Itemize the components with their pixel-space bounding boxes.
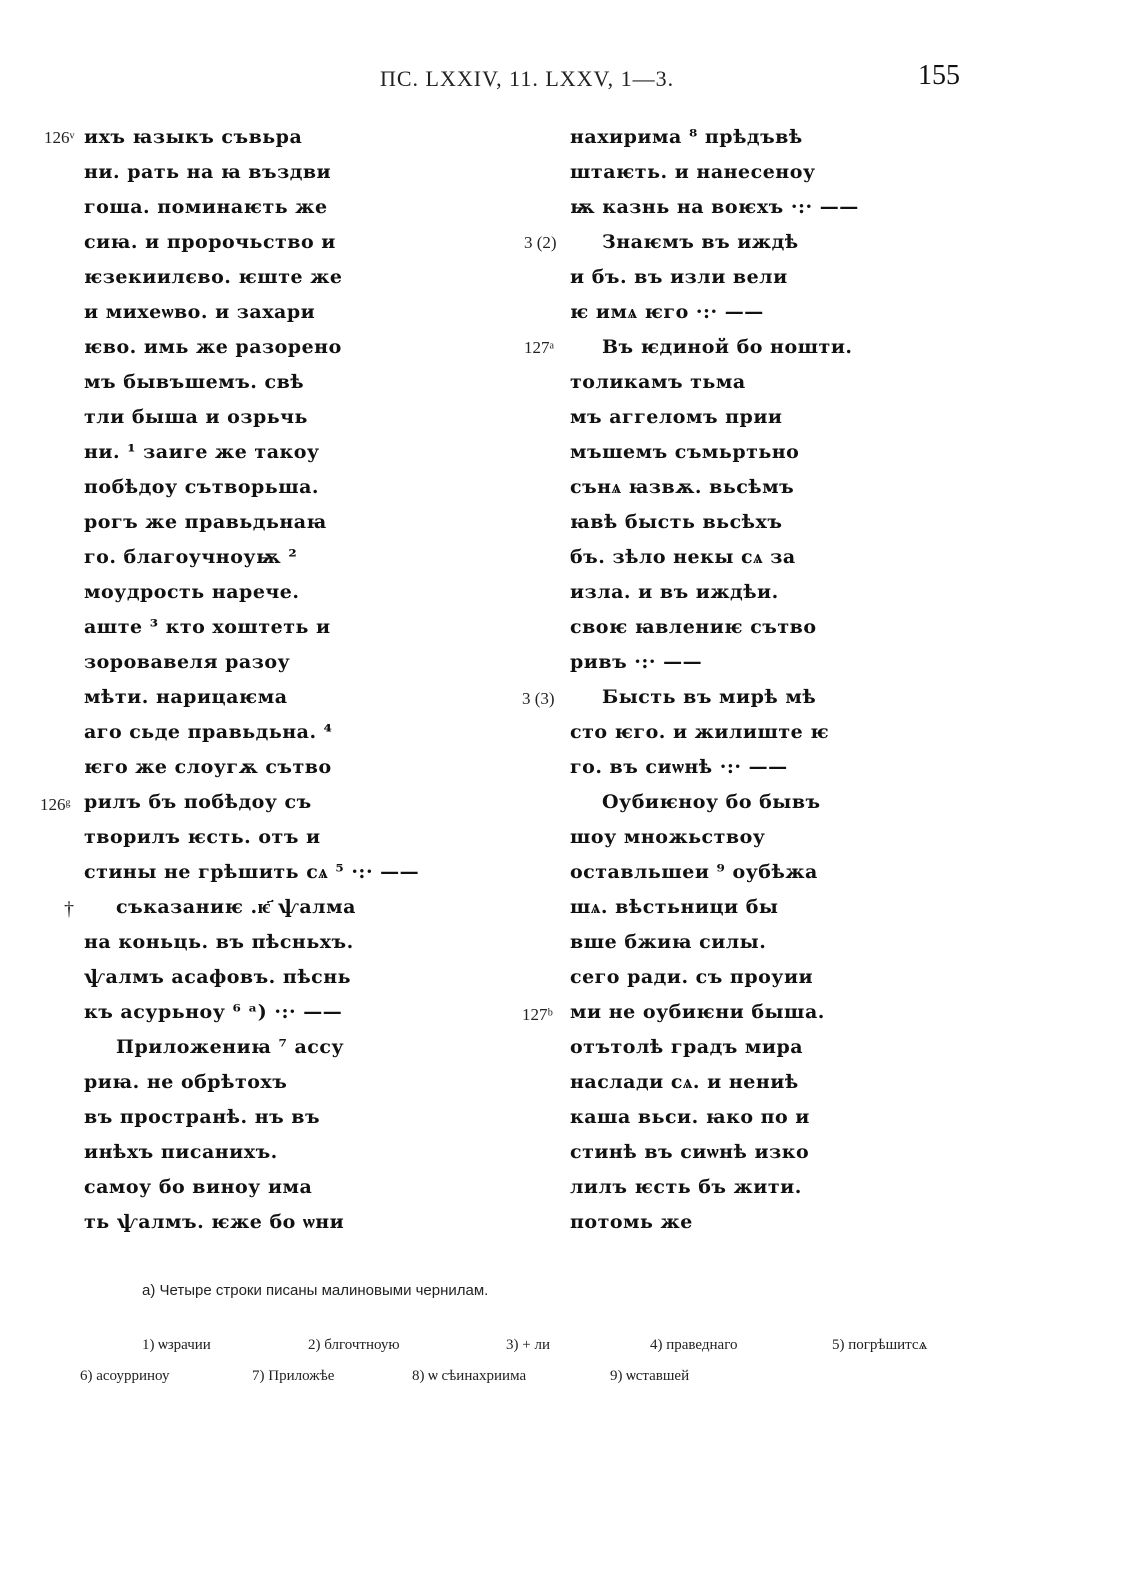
text-line: на коньць. въ пѣсньхъ.	[84, 931, 354, 953]
text-line: творилъ ѥсть. отъ и	[84, 826, 321, 848]
text-line: оставльшеи ⁹ оубѣжа	[570, 861, 818, 883]
margin-verse-2: 3 (2)	[524, 233, 557, 252]
text-line: рилъ бъ побѣдоу съ	[84, 791, 312, 813]
variant-reading: 1) ѡзрачии	[142, 1337, 211, 1353]
text-line: гоша. поминаѥть же	[84, 196, 328, 218]
text-line: шоу множьствоу	[570, 826, 766, 848]
text-line: мъшемъ съмьртьно	[570, 441, 800, 463]
text-line: побѣдоу сътворьша.	[84, 476, 320, 498]
text-line: тли быша и озрьчь	[84, 406, 308, 428]
margin-folio-127a: 127ᵃ	[524, 338, 555, 357]
text-line: ть ѱалмъ. ѥже бо ѡни	[84, 1211, 345, 1233]
text-line: самоу бо виноу има	[84, 1176, 313, 1198]
text-line: ни. рать на ꙗ въздви	[84, 161, 332, 183]
variant-reading: 9) ѡставшей	[610, 1368, 690, 1384]
variant-reading: 2) блгочтноую	[308, 1337, 400, 1353]
text-line: нахирима ⁸ прѣдъвѣ	[570, 126, 803, 148]
text-line: мъ аггеломъ прии	[570, 406, 783, 428]
variant-reading: 3) + ли	[506, 1337, 550, 1353]
text-line: Въ ѥдиной бо ношти.	[602, 336, 853, 358]
text-line: зоровавеля разоу	[84, 651, 291, 673]
text-line: Бысть въ мирѣ мѣ	[602, 686, 817, 708]
text-line: лилъ ѥсть бъ жити.	[570, 1176, 802, 1198]
text-line: ихъ ꙗзыкъ съвьра	[84, 126, 303, 148]
text-line: ꙗвѣ бысть вьсѣхъ	[570, 511, 783, 533]
text-line: мъ бывъшемъ. свѣ	[84, 371, 305, 393]
text-line: стинѣ въ сиѡнѣ изко	[570, 1141, 810, 1163]
text-line: ѥво. имь же разорено	[84, 336, 342, 358]
psalm-heading-line: съказаниѥ .ѥ҃ ѱалма	[116, 896, 356, 918]
text-line: Знаѥмъ въ иждѣ	[602, 231, 799, 253]
margin-folio-126g: 126ᵍ	[40, 795, 71, 814]
variant-reading: 8) ѡ сѣинахриима	[412, 1368, 527, 1384]
text-line: шѧ. вѣстьници бы	[570, 896, 779, 918]
text-line: наслади сѧ. и нениѣ	[570, 1071, 799, 1093]
text-line: потомь же	[570, 1211, 693, 1233]
text-line: аго сьде правьдьна. ⁴	[84, 721, 333, 743]
text-line: сто ѥго. и жилиште ѥ	[570, 721, 830, 743]
margin-verse-3: 3 (3)	[522, 689, 555, 708]
text-line: вше бжиꙗ силы.	[570, 931, 767, 953]
text-line: штаѥть. и нанесеноу	[570, 161, 816, 183]
text-line: изла. и въ иждѣи.	[570, 581, 779, 603]
text-line: отътолѣ градъ мира	[570, 1036, 804, 1058]
text-line: къ асурьноу ⁶ ᵃ) ·:· ——	[84, 1001, 343, 1023]
text-line: го. въ сиѡнѣ ·:· ——	[570, 756, 788, 778]
text-line: сънѧ ꙗзвѫ. вьсѣмъ	[570, 476, 795, 498]
text-line: стины не грѣшить сѧ ⁵ ·:· ——	[84, 861, 420, 883]
text-line: моудрость нарече.	[84, 581, 300, 603]
text-line: мѣти. нарицаѥма	[84, 686, 288, 708]
text-line: го. благоучноуѭ ²	[84, 546, 298, 568]
text-line: аште ³ кто хоштеть и	[84, 616, 331, 638]
variant-reading: 6) асоурриноу	[80, 1368, 170, 1384]
variant-reading: 7) Приложѣе	[252, 1368, 335, 1384]
text-line: бъ. зѣло некы сѧ за	[570, 546, 796, 568]
text-line: ѥ имѧ ѥго ·:· ——	[570, 301, 764, 323]
text-line: сего ради. съ проуии	[570, 966, 814, 988]
right-text-column	[570, 120, 890, 1240]
text-line: толикамъ тьма	[570, 371, 746, 393]
variant-reading: 5) погрѣшитсѧ	[832, 1337, 928, 1353]
text-line: и бъ. въ изли вели	[570, 266, 788, 288]
text-line: ни. ¹ заиге же такоу	[84, 441, 320, 463]
editorial-footnote-a: а) Четыре строки писаны малиновыми чернилам.	[142, 1282, 489, 1299]
text-line: рогъ же правьдьнаꙗ	[84, 511, 327, 533]
running-title: ПС. LXXIV, 11. LXXV, 1—3.	[380, 66, 675, 91]
text-line: и михеѡво. и захари	[84, 301, 316, 323]
text-line: Оубиѥноу бо бывъ	[602, 791, 821, 813]
left-text-column	[84, 120, 464, 1240]
text-line: инѣхъ писанихъ.	[84, 1141, 278, 1163]
margin-folio-127b: 127ᵇ	[522, 1005, 553, 1024]
text-line: своѥ ꙗвлениѥ сътво	[570, 616, 817, 638]
text-line: ми не оубиѥни быша.	[570, 1001, 825, 1023]
text-line: каша вьси. ꙗко по и	[570, 1106, 810, 1128]
text-line: сиꙗ. и пророчьство и	[84, 231, 336, 253]
margin-cross: †	[64, 898, 74, 920]
text-line: риꙗ. не обрѣтохъ	[84, 1071, 288, 1093]
margin-folio-126v: 126ᵛ	[44, 128, 75, 147]
text-line: ѥзекиилєво. ѥште же	[84, 266, 343, 288]
text-line: ѱалмъ асафовъ. пѣснь	[84, 966, 352, 988]
text-line: Приложениꙗ ⁷ ассу	[116, 1036, 345, 1058]
text-line: въ пространѣ. нъ въ	[84, 1106, 321, 1128]
text-line: ѥго же слоугѫ сътво	[84, 756, 332, 778]
page-number: 155	[918, 60, 960, 91]
text-line: ѭ казнь на воѥхъ ·:· ——	[570, 196, 859, 218]
text-line: ривъ ·:· ——	[570, 651, 703, 673]
variant-reading: 4) праведнаго	[650, 1337, 738, 1353]
